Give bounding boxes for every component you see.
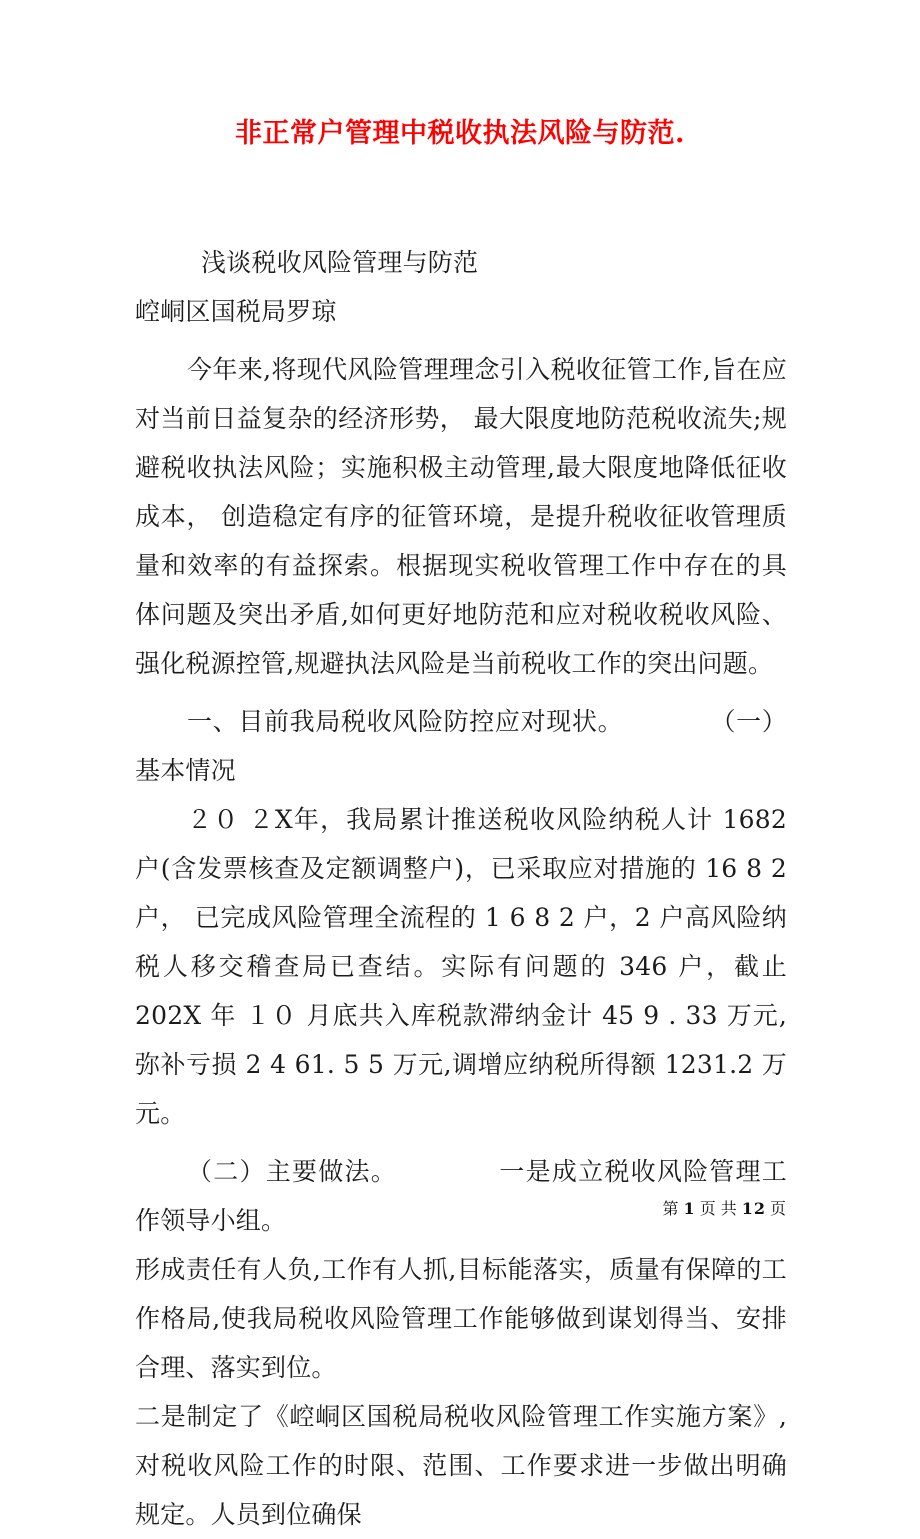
intro-paragraph: 今年来,将现代风险管理理念引入税收征管工作,旨在应对当前日益复杂的经济形势， 最大限度地防范税收流失;规避税收执法风险；实施积极主动管理,最大限度地降低征收成本， 创造稳定有序的征管环境，是提升税收征收管理质量和效率的有益探索。根据现实税收管理工作中存在的具体问题及突出矛盾,如何更好地防范和应对税收税收风险、强化税源控管,规避执法风险是当前税收工作的突出问题。: [135, 355, 787, 678]
page-title: 非正常户管理中税收执法风险与防范.: [235, 118, 685, 149]
footer-prefix: 第: [662, 1199, 680, 1218]
spacer: [135, 1138, 787, 1147]
footer-page-unit: 页: [699, 1199, 717, 1218]
footer-of-label: 共: [720, 1199, 738, 1218]
statistics-paragraph: ２０ ２X年，我局累计推送税收风险纳税人计 1682 户(含发票核查及定额调整户)，已采取应对措施的 16 8 2 户， 已完成风险管理全流程的 1 6 8 2 户，2 户高风险纳税人移交稽查局已查结。实际有问题的 346 户，截止 202X 年 １０ 月底共入库税款滞纳金计 45 9 . 33 万元,弥补亏损 2 4 61. 5 5 万元,调增应纳税所得额 1231.2 万元。: [135, 805, 787, 1128]
document-body: [135, 238, 787, 1539]
spacer: [135, 336, 787, 345]
author-line: 崆峒区国税局罗琼: [135, 297, 337, 326]
page-footer: [0, 1196, 920, 1222]
heading-one-label: 一、目前我局税收风险防控应对现状。: [187, 707, 624, 736]
page-number-indicator: [661, 1196, 789, 1222]
heading-one-sub-label: （一）基本情况: [135, 707, 787, 785]
footer-current-page: 1: [683, 1199, 696, 1218]
heading-two-sub-label: 一是成立税收风险管理工作领导小组。: [135, 1157, 787, 1235]
heading-one-row: [135, 697, 787, 795]
footer-total-unit: 页: [769, 1199, 787, 1218]
heading-two-label: （二）主要做法。: [187, 1157, 397, 1186]
subtitle-line: 浅谈税收风险管理与防范: [201, 248, 479, 277]
spacer: [135, 688, 787, 697]
footer-total-pages: 12: [741, 1199, 766, 1218]
plan-paragraph: 二是制定了《崆峒区国税局税收风险管理工作实施方案》,对税收风险工作的时限、范围、工作要求进一步做出明确规定。人员到位确保: [135, 1402, 787, 1529]
methods-paragraph: 形成责任有人负,工作有人抓,目标能落实，质量有保障的工作格局,使我局税收风险管理工作能够做到谋划得当、安排合理、落实到位。: [135, 1255, 787, 1382]
